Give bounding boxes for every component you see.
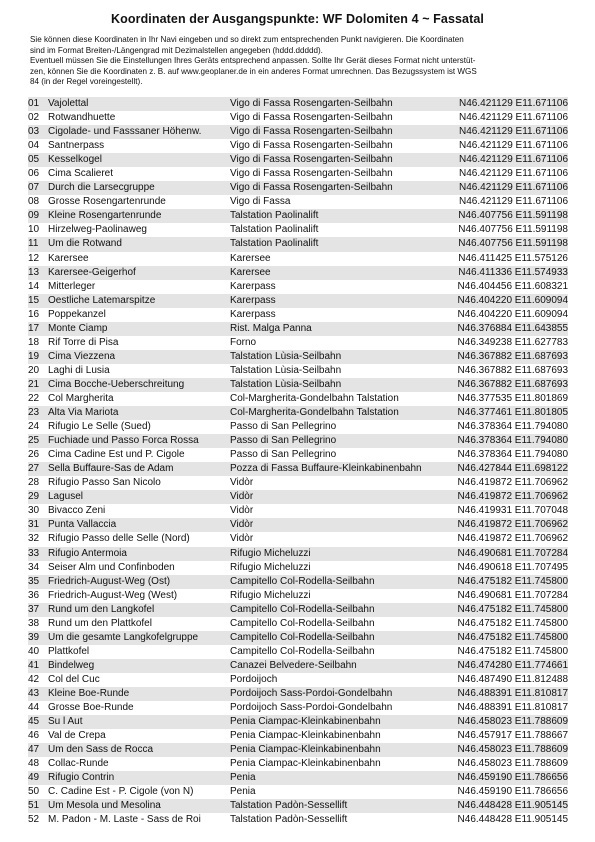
route-name: Um den Sass de Rocca [48, 744, 154, 756]
intro-line: Eventuell müssen Sie die Einstellungen Ihres Geräts entsprechend anpassen. Sollte Ihr Gerät dieses Format nicht unterstüt- [30, 56, 476, 66]
row-number: 28 [28, 477, 40, 489]
row-number: 08 [28, 196, 40, 208]
table-row [28, 729, 568, 743]
coordinates: N46.404220 E11.609094 [457, 308, 568, 320]
start-point: Vigo di Fassa Rosengarten-Seilbahn [230, 126, 393, 138]
table-row [28, 687, 568, 701]
table-row [28, 448, 568, 462]
row-number: 22 [28, 392, 40, 404]
coordinates: N46.378364 E11.794080 [457, 449, 568, 461]
route-name: Collac-Runde [48, 758, 109, 770]
route-name: Rifugio Antermoia [48, 547, 127, 559]
coordinates: N46.377535 E11.801869 [457, 392, 568, 404]
route-name: Karersee-Geigerhof [48, 266, 136, 278]
coordinates: N46.421129 E11.671106 [459, 140, 568, 152]
row-number: 07 [28, 182, 40, 194]
table-row [28, 575, 568, 589]
start-point: Rifugio Micheluzzi [230, 547, 311, 559]
row-number: 10 [28, 224, 40, 236]
route-name: Um Mesola und Mesolina [48, 800, 161, 812]
coordinates: N46.475182 E11.745800 [457, 575, 568, 587]
table-row [28, 237, 568, 251]
table-row [28, 504, 568, 518]
intro-line: 84 (in der Regel voreingestellt). [30, 77, 143, 87]
row-number: 29 [28, 491, 40, 503]
coordinates: N46.376884 E11.643855 [457, 322, 568, 334]
coordinates: N46.475182 E11.745800 [457, 645, 568, 657]
table-row [28, 518, 568, 532]
row-number: 31 [28, 519, 40, 531]
start-point: Vidòr [230, 519, 254, 531]
row-number: 17 [28, 322, 40, 334]
table-row [28, 167, 568, 181]
start-point: Vigo di Fassa Rosengarten-Seilbahn [230, 140, 393, 152]
row-number: 38 [28, 617, 40, 629]
row-number: 15 [28, 294, 40, 306]
table-row [28, 364, 568, 378]
route-name: Alta Via Mariota [48, 407, 119, 419]
table-row [28, 673, 568, 687]
coordinates: N46.427844 E11.698122 [457, 463, 568, 475]
row-number: 26 [28, 449, 40, 461]
coordinates: N46.448428 E11.905145 [457, 814, 568, 826]
row-number: 27 [28, 463, 40, 475]
row-number: 42 [28, 673, 40, 685]
row-number: 41 [28, 659, 40, 671]
start-point: Pordoijoch [230, 673, 278, 685]
route-name: Sella Buffaure-Sas de Adam [48, 463, 174, 475]
row-number: 02 [28, 112, 40, 124]
coordinates: N46.475182 E11.745800 [457, 603, 568, 615]
row-number: 40 [28, 645, 40, 657]
route-name: Santnerpass [48, 140, 105, 152]
table-row [28, 561, 568, 575]
coordinates: N46.404456 E11.608321 [457, 280, 568, 292]
start-point: Forno [230, 336, 257, 348]
start-point: Penia Ciampac-Kleinkabinenbahn [230, 730, 381, 742]
table-row [28, 813, 568, 827]
coordinates: N46.377461 E11.801805 [457, 407, 568, 419]
start-point: Penia [230, 786, 256, 798]
intro-line: sind im Format Breiten-/Längengrad mit Dezimalstellen angegeben (hddd.ddddd). [30, 45, 323, 55]
table-row [28, 743, 568, 757]
coordinates: N46.459190 E11.786656 [457, 786, 568, 798]
row-number: 35 [28, 575, 40, 587]
route-name: Bindelweg [48, 659, 95, 671]
table-row [28, 125, 568, 139]
start-point: Karersee [230, 252, 271, 264]
start-point: Vidòr [230, 477, 254, 489]
coordinates: N46.411336 E11.574933 [458, 266, 568, 278]
row-number: 52 [28, 814, 40, 826]
route-name: Rotwandhuette [48, 112, 116, 124]
route-name: Rifugio Contrin [48, 772, 115, 784]
start-point: Pordoijoch Sass-Pordoi-Gondelbahn [230, 702, 393, 714]
route-name: Cigolade- und Fasssaner Höhenw. [48, 126, 202, 138]
coordinates: N46.407756 E11.591198 [458, 224, 568, 236]
table-row [28, 139, 568, 153]
start-point: Canazei Belvedere-Seilbahn [230, 659, 357, 671]
start-point: Talstation Lùsia-Seilbahn [230, 364, 342, 376]
table-row [28, 547, 568, 561]
start-point: Campitello Col-Rodella-Seilbahn [230, 603, 375, 615]
row-number: 45 [28, 716, 40, 728]
table-row [28, 223, 568, 237]
start-point: Campitello Col-Rodella-Seilbahn [230, 575, 375, 587]
route-name: Vajolettal [48, 98, 89, 109]
route-name: Grosse Boe-Runde [48, 702, 134, 714]
intro-line: Sie können diese Koordinaten in Ihr Navi eingeben und so direkt zum entsprechenden Punkt navigieren. Die Koordinaten [30, 35, 464, 44]
row-number: 33 [28, 547, 40, 559]
start-point: Vidòr [230, 505, 254, 517]
coordinates: N46.421129 E11.671106 [459, 98, 568, 109]
route-name: Col Margherita [48, 392, 114, 404]
table-row [28, 336, 568, 350]
coordinates: N46.419872 E11.706962 [457, 519, 568, 531]
coordinates: N46.421129 E11.671106 [459, 154, 568, 166]
row-number: 03 [28, 126, 40, 138]
row-number: 36 [28, 589, 40, 601]
route-name: Cima Cadine Est und P. Cigole [48, 449, 185, 461]
table-row [28, 757, 568, 771]
table-row [28, 406, 568, 420]
route-name: Rif Torre di Pisa [48, 336, 119, 348]
table-row [28, 785, 568, 799]
table-row [28, 294, 568, 308]
start-point: Talstation Padòn-Sessellift [230, 800, 348, 812]
row-number: 39 [28, 631, 40, 643]
table-row [28, 111, 568, 125]
route-name: Um die gesamte Langkofelgruppe [48, 631, 199, 643]
row-number: 05 [28, 154, 40, 166]
start-point: Vigo di Fassa Rosengarten-Seilbahn [230, 182, 393, 194]
route-name: Kleine Boe-Runde [48, 687, 130, 699]
row-number: 18 [28, 336, 40, 348]
start-point: Passo di San Pellegrino [230, 449, 337, 461]
route-name: Cima Viezzena [48, 350, 116, 362]
route-name: M. Padon - M. Laste - Sass de Roi [48, 814, 201, 826]
coordinates: N46.458023 E11.788609 [457, 744, 568, 756]
coordinates: N46.378364 E11.794080 [457, 435, 568, 447]
row-number: 01 [28, 98, 40, 109]
route-name: Durch die Larsecgruppe [48, 182, 155, 194]
row-number: 51 [28, 800, 40, 812]
coordinates: N46.488391 E11.810817 [457, 687, 568, 699]
table-row [28, 645, 568, 659]
coordinates-table [28, 97, 568, 827]
coordinates: N46.421129 E11.671106 [459, 182, 568, 194]
coordinates: N46.490681 E11.707284 [457, 547, 568, 559]
row-number: 46 [28, 730, 40, 742]
route-name: C. Cadine Est - P. Cigole (von N) [48, 786, 194, 798]
coordinates: N46.448428 E11.905145 [457, 800, 568, 812]
row-number: 48 [28, 758, 40, 770]
route-name: Fuchiade und Passo Forca Rossa [48, 435, 199, 447]
table-row [28, 603, 568, 617]
coordinates: N46.475182 E11.745800 [457, 631, 568, 643]
coordinates: N46.421129 E11.671106 [459, 112, 568, 124]
row-number: 20 [28, 364, 40, 376]
route-name: Mitterleger [48, 280, 96, 292]
start-point: Vidòr [230, 491, 254, 503]
route-name: Punta Vallaccia [48, 519, 117, 531]
coordinates: N46.458023 E11.788609 [457, 758, 568, 770]
coordinates: N46.474280 E11.774661 [457, 659, 568, 671]
table-row [28, 97, 568, 111]
row-number: 11 [28, 238, 39, 250]
table-row [28, 476, 568, 490]
route-name: Grosse Rosengartenrunde [48, 196, 166, 208]
row-number: 06 [28, 168, 40, 180]
table-row [28, 617, 568, 631]
row-number: 09 [28, 210, 40, 222]
row-number: 30 [28, 505, 40, 517]
start-point: Pordoijoch Sass-Pordoi-Gondelbahn [230, 687, 393, 699]
coordinates: N46.419931 E11.707048 [457, 505, 568, 517]
route-name: Rund um den Langkofel [48, 603, 155, 615]
table-row [28, 392, 568, 406]
table-row [28, 181, 568, 195]
start-point: Col-Margherita-Gondelbahn Talstation [230, 392, 399, 404]
table-row [28, 532, 568, 546]
coordinates: N46.488391 E11.810817 [457, 702, 568, 714]
route-name: Hirzelweg-Paolinaweg [48, 224, 147, 236]
table-row [28, 153, 568, 167]
coordinates: N46.404220 E11.609094 [457, 294, 568, 306]
start-point: Pozza di Fassa Buffaure-Kleinkabinenbahn [230, 463, 422, 475]
start-point: Vigo di Fassa Rosengarten-Seilbahn [230, 98, 393, 109]
coordinates: N46.378364 E11.794080 [457, 421, 568, 433]
start-point: Talstation Lùsia-Seilbahn [230, 378, 342, 390]
table-row [28, 715, 568, 729]
intro-text [30, 35, 570, 88]
route-name: Friedrich-August-Weg (West) [48, 589, 178, 601]
row-number: 04 [28, 140, 40, 152]
route-name: Seiser Alm und Confinboden [48, 561, 175, 573]
row-number: 47 [28, 744, 40, 756]
route-name: Col del Cuc [48, 673, 100, 685]
row-number: 24 [28, 421, 40, 433]
table-row [28, 490, 568, 504]
row-number: 34 [28, 561, 40, 573]
coordinates: N46.419872 E11.706962 [457, 491, 568, 503]
table-row [28, 701, 568, 715]
start-point: Campitello Col-Rodella-Seilbahn [230, 631, 375, 643]
coordinates: N46.349238 E11.627783 [457, 336, 568, 348]
row-number: 23 [28, 407, 40, 419]
route-name: Oestliche Latemarspitze [48, 294, 156, 306]
row-number: 44 [28, 702, 40, 714]
intro-line: zen, können Sie die Koordinaten z. B. auf www.geoplaner.de in ein anderes Format umrechnen. Das Bezugssystem ist WGS [30, 66, 477, 76]
start-point: Rifugio Micheluzzi [230, 589, 311, 601]
table-row [28, 799, 568, 813]
table-row [28, 631, 568, 645]
start-point: Vigo di Fassa Rosengarten-Seilbahn [230, 154, 393, 166]
start-point: Passo di San Pellegrino [230, 435, 337, 447]
start-point: Karersee [230, 266, 271, 278]
table-row [28, 434, 568, 448]
route-name: Kesselkogel [48, 154, 102, 166]
row-number: 16 [28, 308, 40, 320]
coordinates: N46.475182 E11.745800 [457, 617, 568, 629]
route-name: Lagusel [48, 491, 84, 503]
coordinates: N46.367882 E11.687693 [457, 350, 568, 362]
route-name: Rifugio Passo delle Selle (Nord) [48, 533, 190, 545]
start-point: Vigo di Fassa [230, 196, 291, 208]
route-name: Poppekanzel [48, 308, 106, 320]
coordinates: N46.490618 E11.707495 [457, 561, 568, 573]
table-row [28, 589, 568, 603]
route-name: Rund um den Plattkofel [48, 617, 152, 629]
route-name: Plattkofel [48, 645, 90, 657]
start-point: Talstation Lùsia-Seilbahn [230, 350, 342, 362]
start-point: Talstation Paolinalift [230, 224, 319, 236]
start-point: Penia [230, 772, 256, 784]
coordinates: N46.457917 E11.788667 [457, 730, 568, 742]
start-point: Vigo di Fassa Rosengarten-Seilbahn [230, 168, 393, 180]
start-point: Rist. Malga Panna [230, 322, 312, 334]
page-title: Koordinaten der Ausgangspunkte: WF Dolomiten 4 ~ Fassatal [111, 12, 484, 26]
start-point: Karerpass [230, 280, 276, 292]
coordinates: N46.367882 E11.687693 [457, 364, 568, 376]
table-row [28, 350, 568, 364]
coordinates: N46.421129 E11.671106 [459, 126, 568, 138]
table-row [28, 322, 568, 336]
table-row [28, 659, 568, 673]
route-name: Karersee [48, 252, 89, 264]
coordinates: N46.411425 E11.575126 [458, 252, 568, 264]
start-point: Vigo di Fassa Rosengarten-Seilbahn [230, 112, 393, 124]
route-name: Friedrich-August-Weg (Ost) [48, 575, 171, 587]
coordinates: N46.458023 E11.788609 [457, 716, 568, 728]
coordinates: N46.459190 E11.786656 [457, 772, 568, 784]
start-point: Rifugio Micheluzzi [230, 561, 311, 573]
start-point: Karerpass [230, 294, 276, 306]
route-name: Su l Aut [48, 716, 83, 728]
route-name: Rifugio Passo San Nicolo [48, 477, 161, 489]
row-number: 50 [28, 786, 40, 798]
start-point: Campitello Col-Rodella-Seilbahn [230, 617, 375, 629]
coordinates: N46.407756 E11.591198 [458, 238, 568, 250]
start-point: Talstation Padòn-Sessellift [230, 814, 348, 826]
start-point: Penia Ciampac-Kleinkabinenbahn [230, 758, 381, 770]
start-point: Talstation Paolinalift [230, 210, 319, 222]
route-name: Cima Scalieret [48, 168, 114, 180]
table-row [28, 266, 568, 280]
coordinates: N46.407756 E11.591198 [458, 210, 568, 222]
route-name: Um die Rotwand [48, 238, 122, 250]
coordinates: N46.490681 E11.707284 [457, 589, 568, 601]
table-row [28, 462, 568, 476]
table-row [28, 209, 568, 223]
start-point: Campitello Col-Rodella-Seilbahn [230, 645, 375, 657]
row-number: 21 [28, 378, 40, 390]
start-point: Passo di San Pellegrino [230, 421, 337, 433]
coordinates: N46.487490 E11.812488 [457, 673, 568, 685]
row-number: 32 [28, 533, 40, 545]
route-name: Val de Crepa [48, 730, 106, 742]
coordinates: N46.419872 E11.706962 [457, 533, 568, 545]
coordinates: N46.419872 E11.706962 [457, 477, 568, 489]
coordinates: N46.421129 E11.671106 [459, 196, 568, 208]
row-number: 13 [28, 266, 40, 278]
start-point: Vidòr [230, 533, 254, 545]
table-row [28, 280, 568, 294]
start-point: Col-Margherita-Gondelbahn Talstation [230, 407, 399, 419]
route-name: Kleine Rosengartenrunde [48, 210, 162, 222]
start-point: Penia Ciampac-Kleinkabinenbahn [230, 744, 381, 756]
row-number: 25 [28, 435, 40, 447]
coordinates: N46.421129 E11.671106 [459, 168, 568, 180]
row-number: 43 [28, 687, 40, 699]
row-number: 19 [28, 350, 40, 362]
route-name: Bivacco Zeni [48, 505, 106, 517]
route-name: Rifugio Le Selle (Sued) [48, 421, 151, 433]
table-row [28, 195, 568, 209]
table-row [28, 378, 568, 392]
route-name: Monte Ciamp [48, 322, 108, 334]
row-number: 14 [28, 280, 40, 292]
row-number: 37 [28, 603, 40, 615]
start-point: Karerpass [230, 308, 276, 320]
table-row [28, 308, 568, 322]
route-name: Cima Bocche-Ueberschreitung [48, 378, 185, 390]
route-name: Laghi di Lusia [48, 364, 110, 376]
table-row [28, 252, 568, 266]
table-row [28, 771, 568, 785]
row-number: 49 [28, 772, 40, 784]
row-number: 12 [28, 252, 40, 264]
start-point: Penia Ciampac-Kleinkabinenbahn [230, 716, 381, 728]
coordinates: N46.367882 E11.687693 [457, 378, 568, 390]
start-point: Talstation Paolinalift [230, 238, 319, 250]
table-row [28, 420, 568, 434]
